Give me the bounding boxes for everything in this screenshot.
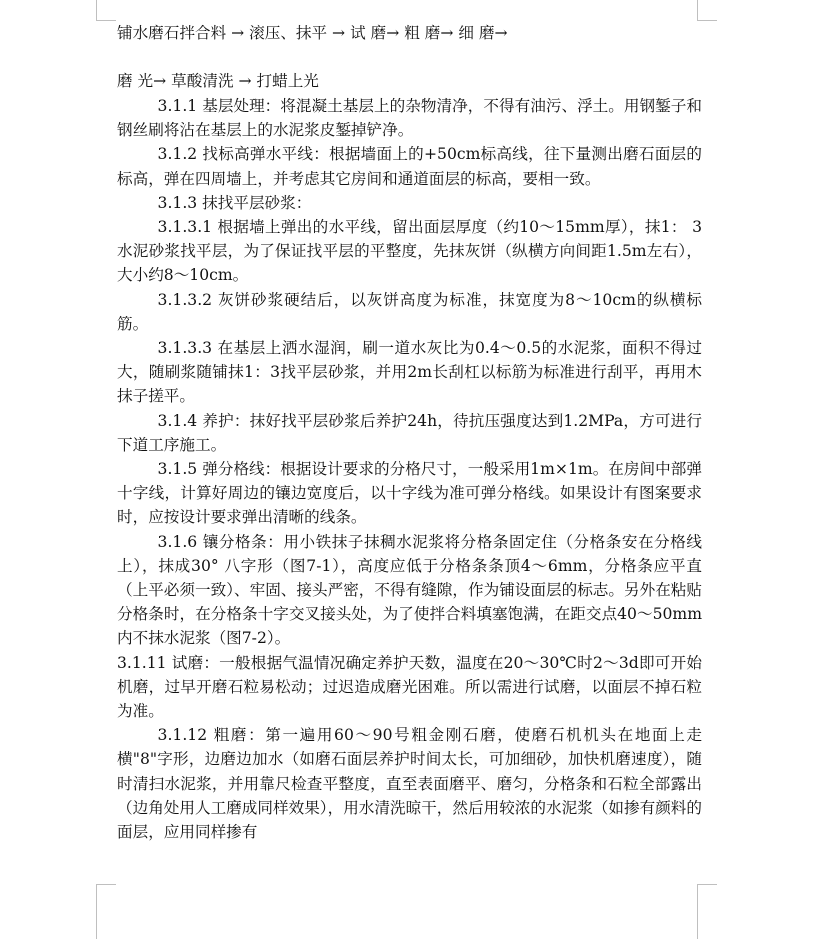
paragraph-3-1-3-2: 3.1.3.2 灰饼砂浆硬结后，以灰饼高度为标准，抹宽度为8～10cm的纵横标筋。: [117, 290, 702, 333]
paragraph-3-1-5: 3.1.5 弹分格线：根据设计要求的分格尺寸，一般采用1m×1m。在房间中部弹十字线，计算好周边的镶边宽度后，以十字线为准可弹分格线。如果设计有图案要求时，应按设计要求弹出清晰的线条。: [117, 460, 702, 527]
document-body: [117, 20, 702, 844]
paragraph-3-1-12: 3.1.12 粗磨：第一遍用60～90号粗金刚石磨，使磨石机机头在地面上走横"8"字形，边磨边加水（如磨石面层养护时间太长，可加细砂，加快机磨速度），随时清扫水泥浆，并用靠尺检查平整度，直至表面磨平、磨匀，分格条和石粒全部露出（边角处用人工磨成同样效果），用水清洗晾干，然后用较浓的水泥浆（如掺有颜料的面层，应用同样掺有: [117, 726, 702, 842]
crop-mark-bottom-left-vertical: [96, 884, 97, 939]
crop-mark-bottom-left-horizontal: [96, 884, 116, 885]
process-flow-line-2: 磨 光→ 草酸清洗 → 打蜡上光: [117, 72, 319, 90]
paragraph-3-1-3: 3.1.3 抹找平层砂浆：: [157, 193, 312, 212]
paragraph-3-1-1: 3.1.1 基层处理：将混凝土基层上的杂物清净，不得有油污、浮土。用钢錾子和钢丝刷将沾在基层上的水泥浆皮錾掉铲净。: [117, 97, 702, 140]
paragraph-3-1-4: 3.1.4 养护：抹好找平层砂浆后养护24h，待抗压强度达到1.2MPa，方可进行下道工序施工。: [117, 411, 702, 454]
paragraph-3-1-2: 3.1.2 找标高弹水平线：根据墙面上的+50cm标高线，往下量测出磨石面层的标高，弹在四周墙上，并考虑其它房间和通道面层的标高，要相一致。: [117, 145, 702, 188]
paragraph-3-1-6: 3.1.6 镶分格条：用小铁抹子抹稠水泥浆将分格条固定住（分格条安在分格线上），抹成30° 八字形（图7-1），高度应低于分格条条顶4～6mm，分格条应平直（上平必须一致）、牢固、接头严密，不得有缝隙，作为铺设面层的标志。另外在粘贴分格条时，在分格条十字交叉接头处，为了使拌合料填塞饱满，在距交点40～50mm内不抹水泥浆（图7-2）。: [117, 532, 702, 648]
paragraph-3-1-3-3: 3.1.3.3 在基层上洒水湿润，刷一道水灰比为0.4～0.5的水泥浆，面积不得过大，随刷浆随铺抹1：3找平层砂浆，并用2m长刮杠以标筋为标准进行刮平，再用木抹子搓平。: [117, 339, 702, 406]
process-flow-line-1: 铺水磨石拌合料 → 滚压、抹平 → 试 磨→ 粗 磨→ 细 磨→: [117, 24, 508, 42]
crop-mark-top-left-vertical: [96, 0, 97, 20]
paragraph-3-1-11: 3.1.11 试磨：一般根据气温情况确定养护天数，温度在20～30℃时2～3d即可开始机磨，过早开磨石粒易松动；过迟造成磨光困难。所以需进行试磨，以面层不掉石粒为准。: [117, 653, 702, 721]
crop-mark-bottom-right-horizontal: [697, 884, 717, 885]
crop-mark-bottom-right-vertical: [697, 884, 698, 939]
crop-mark-top-left-horizontal: [96, 20, 116, 21]
crop-mark-top-right-vertical: [697, 0, 698, 20]
paragraph-3-1-3-1: 3.1.3.1 根据墙上弹出的水平线，留出面层厚度（约10～15mm厚），抹1： 3水泥砂浆找平层，为了保证找平层的平整度，先抹灰饼（纵横方向间距1.5m左右），大小约8～10cm。: [117, 218, 702, 285]
